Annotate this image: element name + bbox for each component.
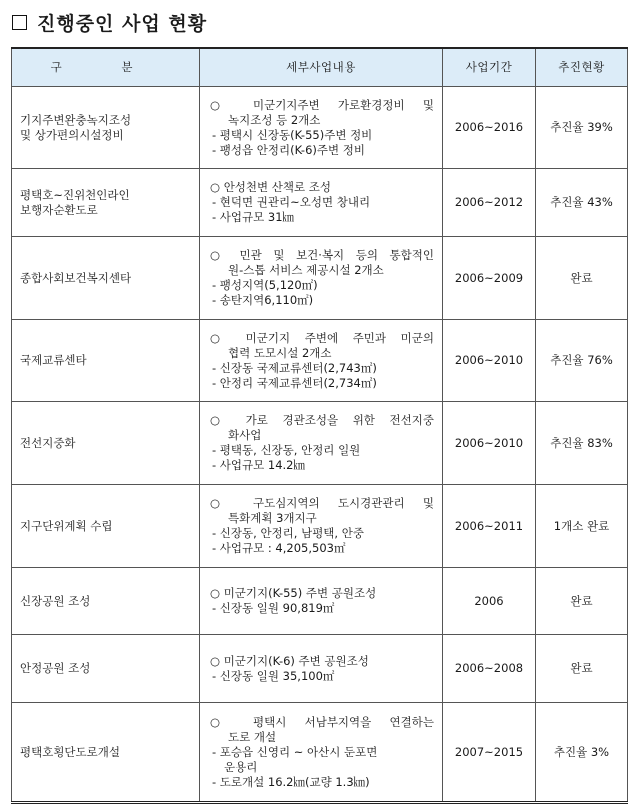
project-details-cell — [200, 485, 443, 568]
project-period-cell: 2006~2009 — [443, 237, 536, 320]
project-name-cell — [12, 485, 200, 568]
table-row — [12, 703, 628, 803]
detail-sub-item: - 팽성지역(5,120㎡) — [212, 278, 318, 292]
detail-sub-item: 운용리 — [224, 759, 258, 774]
project-status-cell: 완료 — [536, 237, 628, 320]
detail-sub-item: - 포승읍 신영리 ~ 아산시 둔포면 — [212, 744, 378, 759]
project-period-cell: 2006~2008 — [443, 635, 536, 703]
detail-sub-item: - 신장동 일원 35,100㎡ — [212, 668, 335, 683]
project-period-cell: 2006~2016 — [443, 87, 536, 169]
project-status-cell: 추진율 83% — [536, 402, 628, 485]
detail-sub-item: - 도로개설 16.2㎞(교량 1.3㎞) — [212, 774, 370, 789]
section-heading — [12, 8, 207, 36]
table-row — [12, 635, 628, 703]
project-name-line: 보행자순환도로 — [20, 202, 98, 217]
project-name-line: 평택호~진위천인라인 — [20, 187, 130, 202]
detail-sub-item: - 사업규모 31㎞ — [212, 210, 295, 224]
detail-main-item: ○ 미군기지(K-6) 주변 공원조성 — [210, 653, 369, 668]
table-row — [12, 169, 628, 237]
header-category — [12, 48, 200, 87]
project-name-line: 기지주변완충녹지조성 — [20, 112, 132, 127]
project-period-cell: 2006~2012 — [443, 169, 536, 237]
detail-sub-item: - 팽성읍 안정리(K-6)주변 정비 — [212, 142, 365, 157]
detail-main-item: ○ 미군기지(K-55) 주변 공원조성 — [210, 586, 377, 600]
detail-main-item: ○ 안성천변 산책로 조성 — [210, 180, 331, 194]
table-row — [12, 402, 628, 485]
project-period-cell: 2006~2011 — [443, 485, 536, 568]
square-bullet-icon — [12, 15, 27, 30]
table-row — [12, 320, 628, 402]
project-name-cell — [12, 169, 200, 237]
detail-sub-item: - 신장동, 안정리, 남평택, 안중 — [212, 526, 364, 540]
project-status-cell: 추진율 39% — [536, 87, 628, 169]
header-period: 사업기간 — [443, 48, 536, 87]
section-title: 진행중인 사업 현황 — [37, 12, 208, 35]
header-status: 추진현황 — [536, 48, 628, 87]
table-row — [12, 568, 628, 635]
project-period-cell: 2006~2010 — [443, 402, 536, 485]
project-details-cell — [200, 703, 443, 803]
detail-main-item: ○ 미군기지주변 가로환경정비 및 — [210, 97, 434, 112]
project-period-cell: 2006 — [443, 568, 536, 635]
project-details-cell — [200, 237, 443, 320]
detail-main-item: ○ 미군기지 주변에 주민과 미군의 — [210, 330, 434, 345]
table-row — [12, 485, 628, 568]
project-name-line: 평택호횡단도로개설 — [20, 744, 120, 759]
detail-sub-item: - 사업규모 14.2㎞ — [212, 458, 306, 472]
detail-main-item: ○ 민관 및 보건·복지 등의 통합적인 — [210, 248, 434, 262]
project-name-line: 종합사회보건복지센타 — [20, 270, 132, 285]
project-name-cell — [12, 320, 200, 402]
header-category-label: 구 분 — [50, 60, 161, 74]
table-row — [12, 237, 628, 320]
project-details-cell — [200, 402, 443, 485]
project-name-line: 국제교류센타 — [20, 353, 87, 367]
project-details-cell — [200, 320, 443, 402]
project-name-cell — [12, 568, 200, 635]
project-name-cell — [12, 237, 200, 320]
project-period-cell: 2007~2015 — [443, 703, 536, 803]
table-header-row — [12, 48, 628, 87]
detail-main-item: 녹지조성 등 2개소 — [228, 112, 321, 127]
project-name-line: 전선지중화 — [20, 435, 76, 450]
project-name-cell — [12, 402, 200, 485]
detail-sub-item: - 평택시 신장동(K-55)주변 정비 — [212, 127, 373, 142]
project-status-cell: 완료 — [536, 568, 628, 635]
project-name-line: 안정공원 조성 — [20, 661, 91, 675]
detail-sub-item: - 사업규모 : 4,205,503㎡ — [212, 541, 346, 555]
project-status-table — [11, 47, 628, 804]
project-name-line: 및 상가편의시설정비 — [20, 127, 124, 142]
detail-sub-item: - 현덕면 권관리~오성면 창내리 — [212, 195, 371, 209]
project-details-cell — [200, 169, 443, 237]
detail-sub-item: - 평택동, 신장동, 안정리 일원 — [212, 443, 361, 457]
detail-sub-item: - 안정리 국제교류센터(2,734㎡) — [212, 375, 377, 390]
project-name-line: 신장공원 조성 — [20, 593, 91, 608]
header-details: 세부사업내용 — [200, 48, 443, 87]
detail-main-item: ○ 평택시 서남부지역을 연결하는 — [210, 714, 434, 729]
project-name-cell — [12, 703, 200, 803]
project-details-cell — [200, 635, 443, 703]
project-details-cell — [200, 568, 443, 635]
project-status-cell: 추진율 76% — [536, 320, 628, 402]
detail-main-item: 도로 개설 — [228, 729, 277, 744]
project-details-cell — [200, 87, 443, 169]
table-row — [12, 87, 628, 169]
project-status-cell: 추진율 43% — [536, 169, 628, 237]
project-status-cell: 완료 — [536, 635, 628, 703]
detail-main-item: ○ 구도심지역의 도시경관관리 및 — [210, 496, 434, 510]
project-period-cell: 2006~2010 — [443, 320, 536, 402]
detail-sub-item: - 신장동 국제교류센터(2,743㎡) — [212, 360, 377, 375]
project-name-cell — [12, 87, 200, 169]
detail-main-item: 원-스톱 서비스 제공시설 2개소 — [228, 263, 384, 277]
project-name-cell — [12, 635, 200, 703]
detail-main-item: ○ 가로 경관조성을 위한 전선지중 — [210, 413, 434, 427]
detail-sub-item: - 신장동 일원 90,819㎡ — [212, 601, 335, 615]
project-name-line: 지구단위계획 수립 — [20, 518, 113, 533]
detail-main-item: 화사업 — [228, 428, 262, 442]
detail-sub-item: - 송탄지역6,110㎡) — [212, 293, 314, 307]
project-status-cell: 1개소 완료 — [536, 485, 628, 568]
detail-main-item: 특화계획 3개지구 — [228, 511, 317, 525]
project-status-cell: 추진율 3% — [536, 703, 628, 803]
detail-main-item: 협력 도모시설 2개소 — [228, 345, 332, 360]
